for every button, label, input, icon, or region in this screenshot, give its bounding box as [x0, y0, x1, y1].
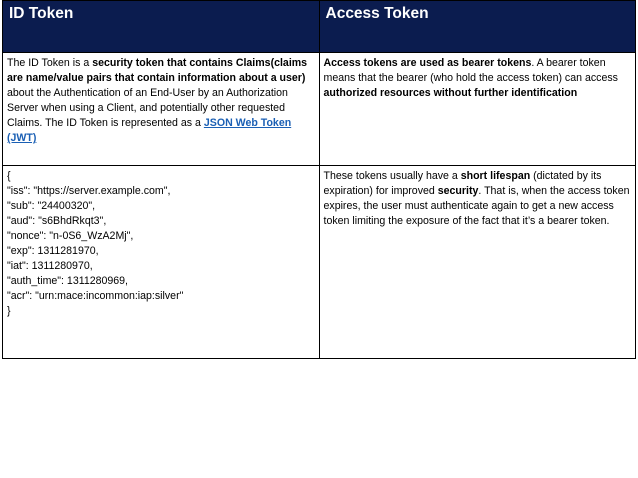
id-token-text-1: The ID Token is a: [7, 57, 93, 70]
code-line: "acr": "urn:mace:incommon:iap:silver": [7, 289, 184, 302]
code-line: "aud": "s6BhdRkqt3",: [7, 214, 107, 227]
code-line: }: [7, 304, 11, 317]
id-token-description: [3, 53, 320, 166]
access-token-bold-2: authorized resources without further identification: [323, 87, 578, 100]
lifespan-text-3: . That is, when the access token expires, the user must authenticate again to get a new access token limiting the exposure of the fact that it’s a bearer token.: [323, 184, 630, 227]
code-line: "auth_time": 1311280969,: [7, 274, 129, 287]
header-access-token: [319, 1, 636, 53]
id-token-bold-1: security token that contains Claims(claims are name/value pairs that contain information about a user): [7, 57, 308, 85]
code-line: "iat": 1311280970,: [7, 259, 93, 272]
lifespan-bold-1: short lifespan: [460, 169, 531, 182]
code-line: {: [7, 169, 11, 182]
access-token-bold-1: Access tokens are used as bearer tokens: [323, 57, 532, 70]
header-access-token-label: Access Token: [325, 5, 429, 22]
id-token-example: [3, 165, 320, 358]
comparison-table: [2, 0, 636, 359]
header-id-token: [3, 1, 320, 53]
jwt-link[interactable]: JSON Web Token (JWT): [7, 117, 292, 145]
code-line: "exp": 1311281970,: [7, 244, 99, 257]
lifespan-text-1: These tokens usually have a: [323, 169, 461, 182]
code-line: "sub": "24400320",: [7, 199, 96, 212]
access-token-lifespan: [319, 165, 636, 358]
access-token-description: [319, 53, 636, 166]
code-line: "iss": "https://server.example.com",: [7, 184, 171, 197]
lifespan-bold-2: security: [437, 184, 479, 197]
lifespan-text-2: (dictated by its expiration) for improved: [323, 169, 602, 197]
code-line: "nonce": "n-0S6_WzA2Mj",: [7, 229, 134, 242]
id-token-text-2: about the Authentication of an End-User by an Authorization Server when using a Client, and potentially other requested Claims. The ID Token is represented as a: [7, 87, 288, 130]
header-id-token-label: ID Token: [9, 5, 74, 22]
id-token-code-block: [7, 169, 315, 319]
access-token-text-1: . A bearer token means that the bearer (who hold the access token) can access: [323, 57, 618, 85]
